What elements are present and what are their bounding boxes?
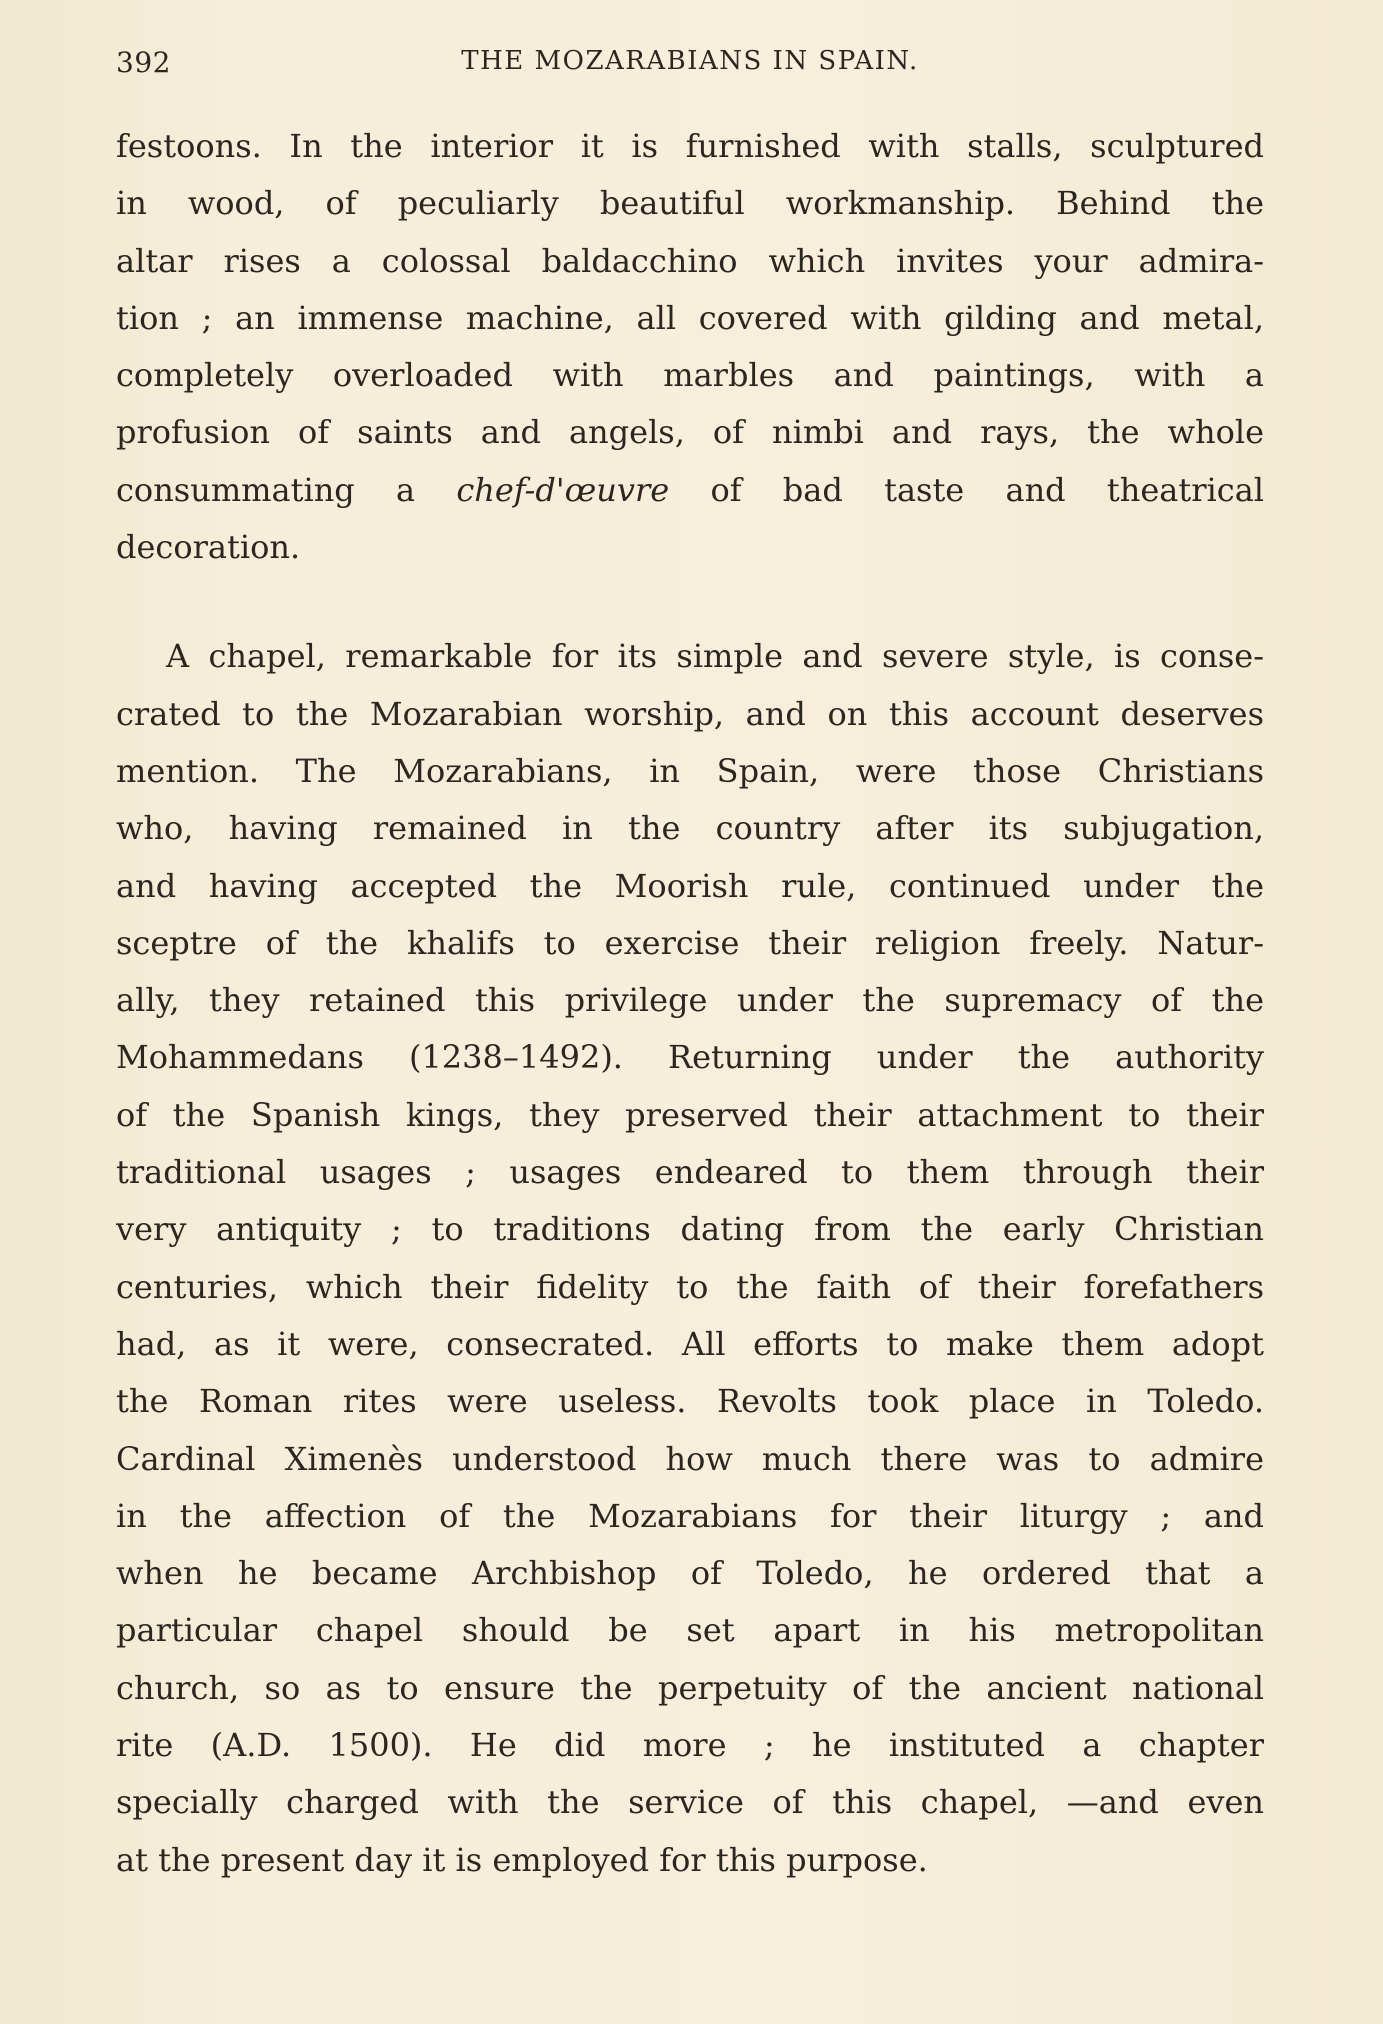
- text-line: crated to the Mozarabian worship, and on this account deserves: [116, 694, 1264, 733]
- italic-phrase: chef-d'œuvre: [456, 470, 670, 509]
- text-line: Cardinal Ximenès understood how much there was to admire: [116, 1439, 1264, 1478]
- text-segment: of bad taste and theatrical: [710, 470, 1264, 509]
- text-line: sceptre of the khalifs to exercise their religion freely. Natur-: [116, 923, 1264, 962]
- text-line: in the affection of the Mozarabians for their liturgy ; and: [116, 1496, 1264, 1535]
- text-line-with-italic: [116, 462, 1264, 519]
- body-text: [116, 118, 1264, 1889]
- text-line: ally, they retained this privilege under the supremacy of the: [116, 981, 1264, 1020]
- text-line: A chapel, remarkable for its simple and severe style, is conse-: [166, 637, 1264, 676]
- page-number: 392: [116, 46, 171, 79]
- text-line: and having accepted the Moorish rule, continued under the: [116, 866, 1264, 905]
- text-line: traditional usages ; usages endeared to them through their: [116, 1153, 1264, 1192]
- text-line: specially charged with the service of this chapel, —and even: [116, 1783, 1264, 1822]
- text-line: Mohammedans (1238–1492). Returning under the authority: [116, 1038, 1264, 1077]
- text-line: altar rises a colossal baldacchino which invites your admira-: [116, 241, 1264, 280]
- text-line: particular chapel should be set apart in his metropolitan: [116, 1611, 1264, 1650]
- text-line: the Roman rites were useless. Revolts took place in Toledo.: [116, 1382, 1264, 1421]
- text-line: rite (A.D. 1500). He did more ; he instituted a chapter: [116, 1726, 1264, 1765]
- text-line: at the present day it is employed for this purpose.: [116, 1840, 928, 1879]
- paragraph-gap: [116, 576, 1264, 628]
- text-line: very antiquity ; to traditions dating from the early Christian: [116, 1210, 1264, 1249]
- text-line: decoration.: [116, 528, 301, 567]
- text-line: of the Spanish kings, they preserved their attachment to their: [116, 1095, 1264, 1134]
- page-header: [116, 46, 1264, 86]
- text-segment: consummating a: [116, 470, 416, 509]
- text-line: profusion of saints and angels, of nimbi and rays, the whole: [116, 413, 1264, 452]
- text-line: in wood, of peculiarly beautiful workmanship. Behind the: [116, 184, 1264, 223]
- running-head: THE MOZARABIANS IN SPAIN.: [461, 46, 919, 76]
- text-line: tion ; an immense machine, all covered with gilding and metal,: [116, 298, 1264, 337]
- text-line: when he became Archbishop of Toledo, he ordered that a: [116, 1554, 1264, 1593]
- text-line: centuries, which their fidelity to the faith of their forefathers: [116, 1267, 1264, 1306]
- text-line: who, having remained in the country after its subjugation,: [116, 809, 1264, 848]
- text-line: church, so as to ensure the perpetuity of the ancient national: [116, 1668, 1264, 1707]
- text-line: festoons. In the interior it is furnished with stalls, sculptured: [116, 127, 1264, 165]
- text-line: completely overloaded with marbles and paintings, with a: [116, 356, 1264, 395]
- text-line: mention. The Mozarabians, in Spain, were those Christians: [116, 751, 1264, 790]
- text-line: had, as it were, consecrated. All efforts to make them adopt: [116, 1324, 1264, 1363]
